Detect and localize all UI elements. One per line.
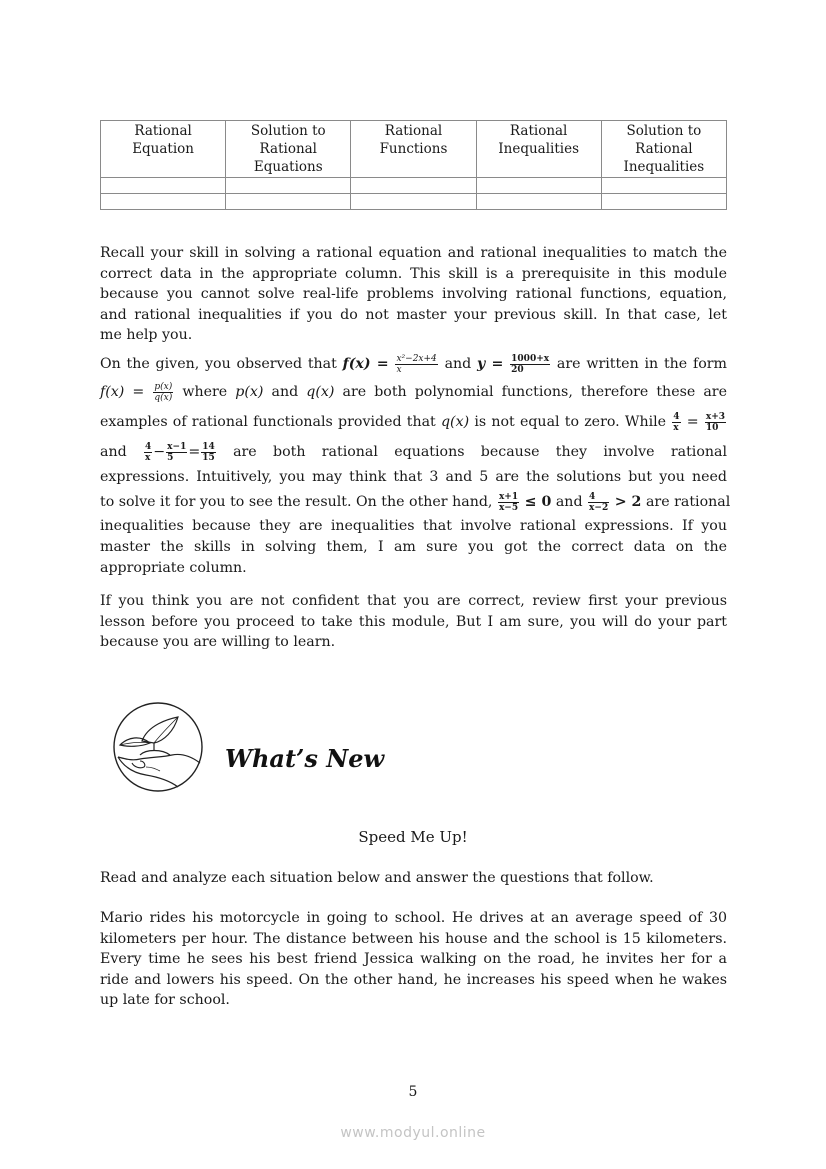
equation [143, 441, 217, 463]
page-number: 5 [408, 1084, 418, 1100]
header-text: Inequalities [498, 141, 579, 157]
table-cell [476, 178, 601, 194]
text-line: master the skills in solving them, I am sure you got the correct data on the [100, 539, 727, 555]
denominator: x [673, 422, 679, 433]
fraction [510, 354, 550, 375]
denominator: 15 [202, 452, 215, 463]
intro-paragraph [100, 243, 727, 346]
text-line: If you think you are not confident that you are correct, review first your previous [100, 593, 727, 609]
text-line: because you are willing to learn. [100, 634, 336, 651]
header-text: Rational [134, 123, 192, 139]
denominator: x−2 [589, 502, 609, 513]
fraction [166, 442, 187, 463]
text-line: inequalities because they are inequalities that involve rational expressions. If you [100, 518, 727, 534]
text-line: Recall your skill in solving a rational equation and rational inequalities to match the [100, 245, 727, 261]
math-px: p(x) [235, 384, 264, 400]
text-line: and rational inequalities if you do not master your previous skill. In that case, let [100, 306, 727, 323]
text: and [555, 494, 588, 510]
header-text: Rational [635, 141, 693, 157]
section-title: What’s New [225, 744, 385, 773]
table-cell [226, 194, 351, 210]
text-line: correct data in the appropriate column. This skill is a prerequisite in this module [100, 265, 727, 282]
text: examples of rational functionals provided that [100, 414, 441, 430]
text-line [100, 488, 731, 516]
text: where [182, 384, 236, 400]
header-rational-functions [351, 121, 476, 178]
activity-title: Speed Me Up! [358, 828, 468, 846]
numerator: 1000+x [511, 353, 550, 364]
text: are written in the form [556, 356, 727, 372]
text-line: lesson before you proceed to take this module, But I am sure, you will do your part [100, 613, 727, 630]
table-row [101, 178, 727, 194]
text-line [100, 350, 727, 378]
matching-table [100, 120, 727, 210]
numerator: 4 [145, 441, 152, 452]
denominator: 5 [167, 452, 174, 463]
denominator: 20 [511, 364, 524, 375]
text: = [686, 414, 704, 430]
numerator: 4 [588, 492, 609, 503]
math-qx: q(x) [306, 384, 335, 400]
math-inequality: > 2 [614, 494, 642, 510]
text-line: me help you. [100, 327, 193, 344]
text-line [100, 408, 727, 438]
text-line: expressions. Intuitively, you may think that 3 and 5 are the solutions but you need [100, 469, 727, 485]
header-text: Solution to [626, 123, 702, 139]
watermark: www.modyul.online [340, 1125, 486, 1141]
denominator: 10 [705, 422, 719, 433]
math-qx: q(x) [440, 414, 470, 430]
table-header-row [101, 121, 727, 178]
header-text: Rational [384, 123, 443, 139]
numerator: p(x) [154, 381, 173, 392]
text-line: kilometers per hour. The distance between his house and the school is 15 kilometers. [100, 930, 727, 947]
header-rational-equation [101, 121, 226, 178]
numerator: 14 [202, 441, 215, 452]
denominator: x [396, 364, 402, 375]
text: to solve it for you to see the result. On the other hand, [100, 494, 497, 510]
numerator: x+1 [498, 491, 519, 502]
header-text: Equation [132, 141, 194, 157]
activity-instructions [100, 868, 727, 889]
text-line [100, 438, 727, 466]
text-line: Mario rides his motorcycle in going to school. He drives at an average speed of 30 [100, 910, 727, 926]
fraction [201, 442, 216, 463]
math-y: y = [477, 356, 504, 372]
table-row [101, 194, 727, 210]
denominator: x−5 [498, 502, 519, 513]
text: − [153, 444, 166, 460]
text-line [100, 378, 727, 408]
denominator: x [145, 452, 151, 463]
text: and [271, 384, 307, 400]
table-cell [101, 194, 226, 210]
table-cell [476, 194, 601, 210]
text-line: appropriate column. [100, 560, 247, 576]
header-solution-rational-equations [226, 121, 351, 178]
text: = [188, 444, 201, 460]
numerator: x+3 [705, 411, 726, 422]
text: is not equal to zero. While [474, 414, 672, 430]
explanation-paragraph [100, 350, 731, 579]
fraction [153, 382, 173, 403]
scenario-paragraph [100, 908, 727, 1011]
fraction [395, 354, 437, 375]
numerator: x−1 [167, 441, 187, 452]
fraction [588, 492, 609, 513]
math-fx: f(x) = [342, 356, 389, 372]
header-text: Rational [259, 141, 318, 157]
header-text: Equations [253, 159, 323, 175]
header-solution-rational-inequalities [601, 121, 726, 178]
math-inequality: ≤ 0 [524, 494, 552, 510]
text-line: up late for school. [100, 992, 230, 1009]
header-text: Inequalities [623, 159, 705, 175]
text-line: ride and lowers his speed. On the other hand, he increases his speed when he wakes [100, 971, 727, 988]
table-cell [351, 178, 476, 194]
table-cell [601, 194, 726, 210]
table-cell [226, 178, 351, 194]
fraction [498, 492, 519, 513]
table-cell [101, 178, 226, 194]
numerator: 4 [673, 411, 680, 422]
math-fx: f(x) = [100, 384, 145, 400]
header-text: Rational [509, 123, 568, 139]
fraction [672, 412, 680, 433]
text: On the given, you observed that [100, 356, 343, 372]
text: and [444, 356, 478, 372]
text: and [100, 444, 127, 460]
denominator: q(x) [154, 392, 173, 403]
numerator: x²−2x+4 [396, 353, 437, 364]
text-line: Every time he sees his best friend Jessica walking on the road, he invites her for a [100, 951, 727, 968]
fraction [705, 412, 726, 433]
table-cell [601, 178, 726, 194]
header-text: Solution to [250, 123, 326, 139]
confidence-paragraph [100, 591, 727, 653]
hand-holding-plant-icon [112, 701, 204, 793]
table-cell [351, 194, 476, 210]
text: are both polynomial functions, therefore these are [342, 384, 727, 400]
header-text: Functions [379, 141, 448, 157]
text: are rational [645, 494, 731, 510]
text-line: because you cannot solve real-life problems involving rational functions, equation, [100, 286, 727, 303]
text: are both rational equations because they involve rational [233, 444, 727, 460]
fraction [144, 442, 152, 463]
text-line: Read and analyze each situation below and answer the questions that follow. [100, 870, 654, 886]
header-rational-inequalities [476, 121, 601, 178]
